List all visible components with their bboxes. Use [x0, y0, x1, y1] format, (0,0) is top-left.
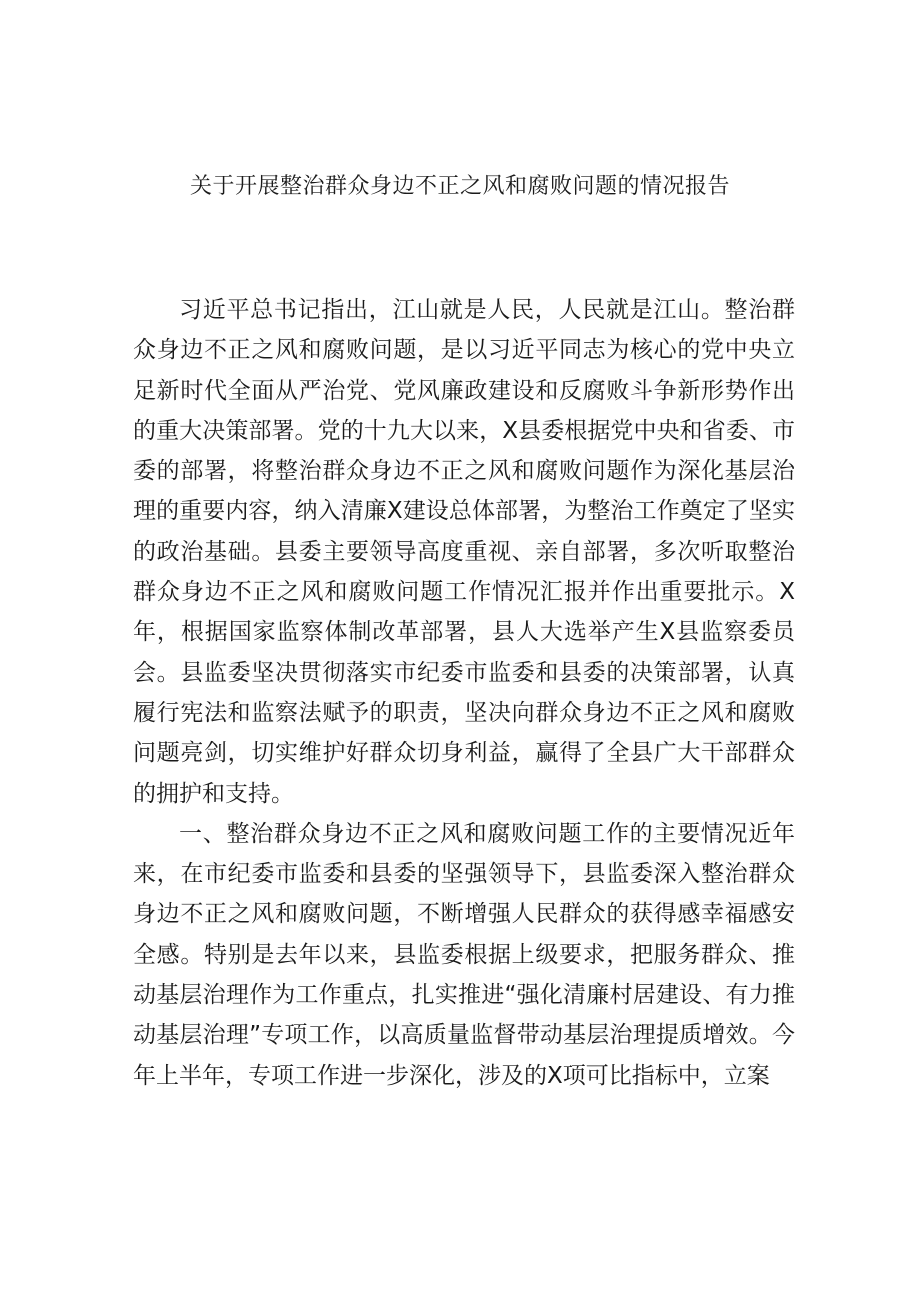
document-title: 关于开展整治群众身边不正之风和腐败问题的情况报告: [189, 174, 730, 199]
paragraph-intro: 习近平总书记指出，江山就是人民，人民就是江山。整治群众身边不正之风和腐败问题，是以习近平同志为核心的党中央立足新时代全面从严治党、党风廉政建设和反腐败斗争新形势作出的重大决策部署。党的十九大以来，X县委根据党中央和省委、市委的部署，将整治群众身边不正之风和腐败问题作为深化基层治理的重要内容，纳入清廉X建设总体部署，为整治工作奠定了坚实的政治基础。县委主要领导高度重视、亲自部署，多次听取整治群众身边不正之风和腐败问题工作情况汇报并作出重要批示。X年，根据国家监察体制改革部署，县人大选举产生X县监察委员会。县监委坚决贯彻落实市纪委市监委和县委的决策部署，认真履行宪法和监察法赋予的职责，坚决向群众身边不正之风和腐败问题亮剑，切实维护好群众切身利益，赢得了全县广大干部群众的拥护和支持。: [133, 297, 795, 807]
document-body: [133, 290, 795, 1096]
paragraph-section-one: 一、整治群众身边不正之风和腐败问题工作的主要情况近年来，在市纪委市监委和县委的坚强领导下，县监委深入整治群众身边不正之风和腐败问题，不断增强人民群众的获得感幸福感安全感。特别是去年以来，县监委根据上级要求，把服务群众、推动基层治理作为工作重点，扎实推进“强化清廉村居建设、有力推动基层治理”专项工作，以高质量监督带动基层治理提质增效。今年上半年，专项工作进一步深化，涉及的X项可比指标中，立案: [133, 820, 795, 1089]
